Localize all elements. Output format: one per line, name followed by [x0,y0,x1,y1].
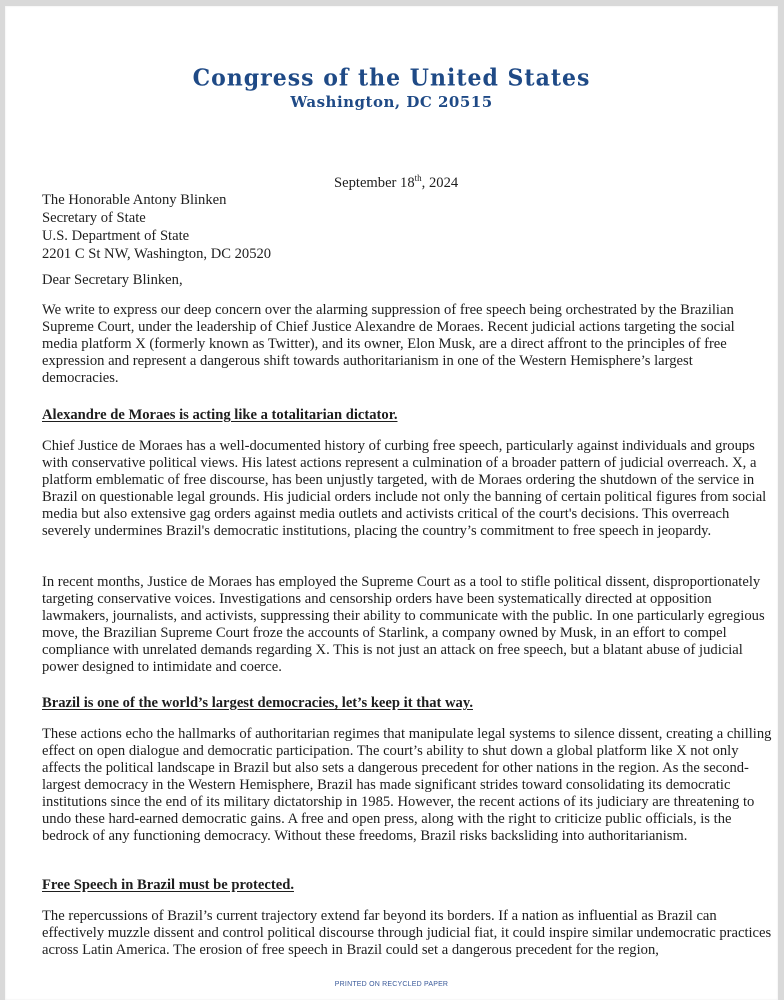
letterhead-subtitle: Washington, DC 20515 [290,93,493,111]
section-1-paragraph-2: In recent months, Justice de Moraes has employed the Supreme Court as a tool to stifle political dissent, disproportionately targeting conservative voices. Investigations and censorship orders have been systematically directed at opposition lawmakers, journalists, and activists, suppressing their ability to communicate with the public. In one particularly egregious move, the Brazilian Supreme Court froze the accounts of Starlink, a company owned by Musk, in an effort to compel compliance with unrelated demands regarding X. This is not just an attack on free speech, but a blatant abuse of judicial power designed to intimidate and coerce. [42,574,765,675]
recipient-title: Secretary of State [42,210,146,226]
letter-date [334,173,458,192]
section-2-paragraph-1: These actions echo the hallmarks of authoritarian regimes that manipulate legal systems to silence dissent, creating a chilling effect on open dialogue and democratic participation. The court’s ability to shut down a global platform like X not only affects the political landscape in Brazil but also sets a dangerous precedent for other nations in the region. As the second-largest democracy in the Western Hemisphere, Brazil has made significant strides toward consolidating its democratic institutions since the end of its military dictatorship in 1985. However, the recent actions of its judiciary are threatening to undo these hard-earned democratic gains. A free and open press, along with the right to criticize public officials, is the bedrock of any functioning democracy. Without these freedoms, Brazil risks backsliding into authoritarianism. [42,726,772,844]
date-year: , 2024 [421,174,459,191]
letterhead [5,64,778,112]
date-ordinal: th [414,173,422,183]
letterhead-title: Congress of the United States [192,64,591,92]
recipient-department: U.S. Department of State [42,228,190,244]
intro-paragraph: We write to express our deep concern over the alarming suppression of free speech being orchestrated by the Brazilian Supreme Court, under the leadership of Chief Justice Alexandre de Moraes. Recent judicial actions targeting the social media platform X (formerly known as Twitter), and its owner, Elon Musk, are a direct affront to the principles of free expression and represent a dangerous shift towards authoritarianism in one of the Western Hemisphere’s largest democracies. [42,302,735,386]
recycled-paper-footer: PRINTED ON RECYCLED PAPER [334,981,449,988]
section-1-paragraph-1: Chief Justice de Moraes has a well-documented history of curbing free speech, particularly against individuals and groups with conservative political views. His latest actions represent a culmination of a broader pattern of judicial overreach. X, a platform emblematic of free discourse, has been unjustly targeted, with de Moraes ordering the shutdown of the service in Brazil on questionable legal grounds. His judicial orders include not only the banning of certain political figures from social media but also extensive gag orders against media outlets and activists critical of the court's decisions. This overreach severely undermines Brazil's democratic institutions, placing the country’s commitment to free speech in jeopardy. [42,438,767,539]
recipient-street-address: 2201 C St NW, Washington, DC 20520 [42,246,272,262]
recipient-address [42,191,772,263]
section-heading-1: Alexandre de Moraes is acting like a totalitarian dictator. [42,407,398,423]
date-month-day: September 18 [334,174,415,191]
section-heading-2: Brazil is one of the world’s largest democracies, let’s keep it that way. [42,695,473,711]
letter-page [5,6,778,1000]
section-3-paragraph-1: The repercussions of Brazil’s current trajectory extend far beyond its borders. If a nation as influential as Brazil can effectively muzzle dissent and control political discourse through judicial fiat, it could inspire similar undemocratic practices across Latin America. The erosion of free speech in Brazil could set a dangerous precedent for the region, [42,908,772,958]
salutation: Dear Secretary Blinken, [42,272,183,288]
recipient-name: The Honorable Antony Blinken [42,192,227,208]
section-heading-3: Free Speech in Brazil must be protected. [42,877,294,893]
